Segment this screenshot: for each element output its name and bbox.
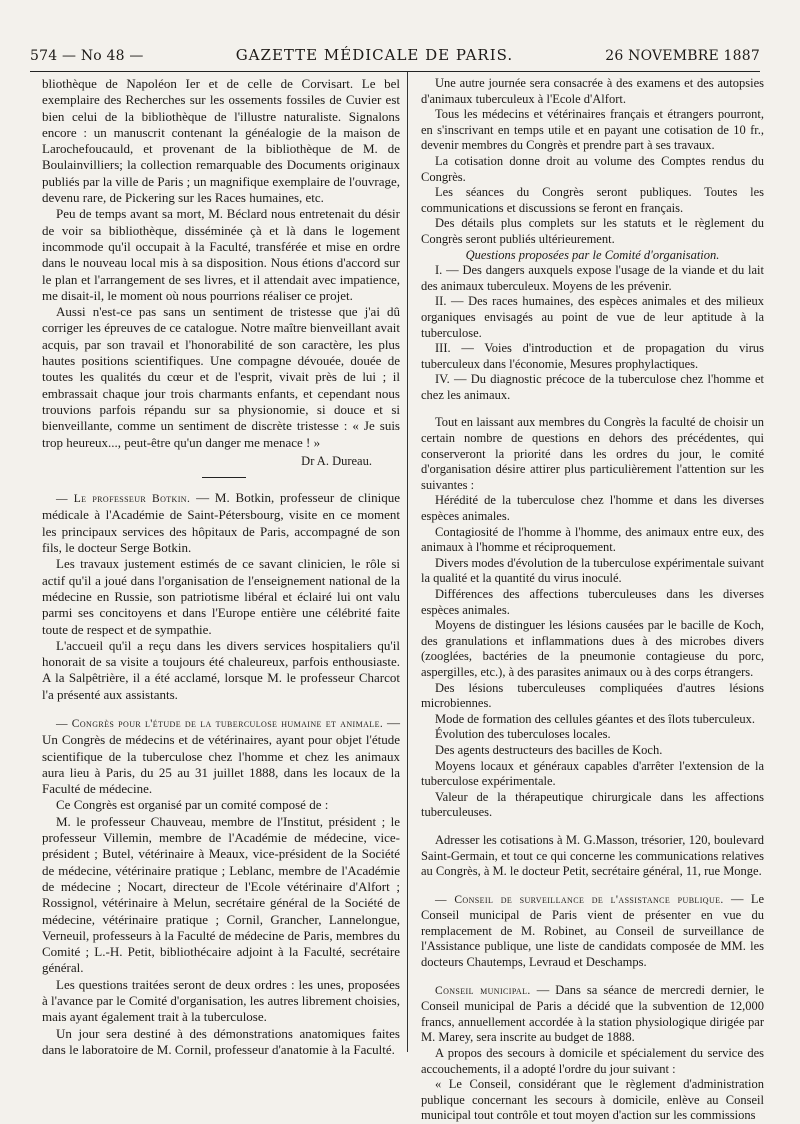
list-item: Contagiosité de l'homme à l'homme, des animaux entre eux, des animaux à l'homme et réciproquement. bbox=[421, 524, 764, 555]
list-item: Des agents destructeurs des bacilles de Koch. bbox=[435, 742, 663, 757]
paragraph: Les travaux justement estimés de ce savant clinicien, le rôle si actif qu'il a joué dans l'organisation de l'enseignement national de la médecine en Russie, son patriotisme libéral et éclairé lui ont valu parmi ses concitoyens et dans l'Europe entière une célébrité faite toute de respect et de sympathie. bbox=[42, 556, 400, 637]
journal-title: GAZETTE MÉDICALE DE PARIS. bbox=[235, 46, 514, 64]
paragraph: Les questions traitées seront de deux ordres : les unes, proposées à l'avance par le Comité d'organisation, les autres librement choisies, mais ayant également trait à la tuberculose. bbox=[42, 976, 400, 1025]
paragraph: — Un Congrès de médecins et de vétérinaires, ayant pour objet l'étude scientifique de la tuberculose chez l'homme et chez les animaux aura lieu à Paris, du 25 au 31 juillet 1888, dans les locaux de la Faculté de médecine. bbox=[42, 714, 401, 797]
paragraph: bliothèque de Napoléon Ier et de celle de Corvisart. Le bel exemplaire des Recherches sur les ossements fossiles de Cuvier est bien celui de la bibliothèque de l'illustre naturaliste. Signalons encore : un manuscrit contenant la généalogie de la maison de Larochefoucauld, et provenant de la bibliothèque de M. de Boulainvilliers; la collection remarquable des Documents originaux publiés par la ville de Paris ; un magnifique exemplaire de l'ouvrage, devenu rare, de Pickering sur les Races humaines, etc. bbox=[42, 76, 400, 206]
list-item: I. — Des dangers auxquels expose l'usage de la viande et du lait des animaux tuberculeux. Moyens de les prévenir. bbox=[421, 263, 764, 293]
list-item: Valeur de la thérapeutique chirurgicale dans les affections tuberculeuses. bbox=[421, 789, 764, 820]
paragraph: L'accueil qu'il a reçu dans les divers services hospitaliers qu'il honorait de sa visite a toujours été chaleureux, parfois enthousiaste. A la Salpêtrière, il a été acclamé, lorsque M. le professeur Charcot l'a présenté aux assistants. bbox=[42, 637, 400, 702]
paragraph: Adresser les cotisations à M. G.Masson, trésorier, 120, boulevard Saint-Germain, et tout ce qui concerne les communications relatives au Congrès, à M. le docteur Petit, secrétaire général, 11, rue Monge. bbox=[421, 832, 764, 879]
paragraph: Tout en laissant aux membres du Congrès la faculté de choisir un certain nombre de questions en dehors des précédentes, qui conserveront la priorité dans les ordres du jour, le comité d'organisation désire attirer plus particulièrement l'attention sur les suivantes : bbox=[421, 415, 764, 492]
list-item: Moyens locaux et généraux capables d'arrêter l'extension de la tuberculose expérimentale. bbox=[421, 758, 764, 789]
paragraph: A propos des secours à domicile et spécialement du service des accouchements, il a adopté l'ordre du jour suivant : bbox=[421, 1046, 764, 1076]
header-rule bbox=[30, 71, 760, 72]
section-rule bbox=[202, 477, 246, 478]
page-header bbox=[30, 46, 760, 68]
issue-date: 26 NOVEMBRE 1887 bbox=[605, 48, 760, 64]
signature: Dr A. Dureau. bbox=[301, 453, 372, 468]
section-heading-municipal: Conseil municipal. bbox=[435, 984, 531, 997]
paragraph: « Le Conseil, considérant que le règlement d'administration publique concernant les secours à domicile, enlève au Conseil municipal tout contrôle et tout moyen d'action sur les commissions bbox=[421, 1077, 764, 1123]
list-item: Des lésions tuberculeuses compliquées d'autres lésions microbiennes. bbox=[421, 680, 764, 711]
paragraph: Tous les médecins et vétérinaires français et étrangers pourront, en s'inscrivant en temps utile et en payant une cotisation de 10 fr., devenir membres du Congrès et prendre part à ses travaux. bbox=[421, 107, 764, 153]
list-item: III. — Voies d'introduction et de propagation du virus tuberculeux dans l'économie, Mesures prophylactiques. bbox=[421, 341, 764, 371]
paragraph: Une autre journée sera consacrée à des examens et des autopsies d'animaux tuberculeux à l'Ecole d'Alfort. bbox=[421, 76, 764, 106]
paragraph: — Dans sa séance de mercredi dernier, le Conseil municipal de Paris a décidé que la subvention de 12,000 francs, annuellement accordée à la station physiologique dirigée par M. Marey, sera inscrite au budget de 1888. bbox=[421, 982, 764, 1045]
column-separator bbox=[407, 72, 408, 1052]
paragraph: La cotisation donne droit au volume des Comptes rendus du Congrès. bbox=[421, 153, 764, 184]
paragraph: Aussi n'est-ce pas sans un sentiment de tristesse que j'ai dû corriger les épreuves de ce catalogue. Notre maître bienveillant avait acquis, par son travail et l'honorabilité de son caractère, les plus hautes positions scientifiques. Une compagne dévouée, douée de toutes les qualités du cœur et de l'esprit, vivait près de lui ; il embrassait chaque jour trois charmants enfants, et cependant nous trouvions parfois répandu sur sa physionomie, si douce et si bienveillante, comme un sentiment de discrète tristesse : « Je suis trop heureux..., peut-être qu'un danger me menace ! » bbox=[42, 304, 400, 450]
list-item: Différences des affections tuberculeuses dans les diverses espèces animales. bbox=[421, 587, 764, 617]
list-item: Évolution des tuberculoses locales. bbox=[435, 727, 611, 742]
paragraph: — M. Botkin, professeur de clinique médicale à l'Académie de Saint-Pétersbourg, visite en ce moment les principaux services des hôpitaux de Paris, accompagné de son fils, le docteur Serge Botkin. bbox=[42, 490, 401, 556]
list-item: IV. — Du diagnostic précoce de la tuberculose chez l'homme et chez les animaux. bbox=[421, 372, 764, 402]
subjects-list bbox=[421, 493, 764, 820]
list-item: Mode de formation des cellules géantes et des îlots tuberculeux. bbox=[435, 711, 756, 726]
section-heading-conseil: — Conseil de surveillance de l'assistance publique. bbox=[435, 893, 724, 906]
section-heading-congres: — Congrès pour l'étude de la tuberculose humaine et animale. bbox=[56, 717, 384, 730]
paragraph: Ce Congrès est organisé par un comité composé de : bbox=[56, 797, 329, 813]
section-heading-botkin: — Le professeur Botkin. bbox=[56, 493, 191, 506]
right-column bbox=[421, 76, 764, 1124]
paragraph: Des détails plus complets sur les statuts et le règlement du Congrès seront publiés ultérieurement. bbox=[421, 216, 764, 246]
questions-heading: Questions proposées par le Comité d'organisation. bbox=[465, 247, 720, 262]
list-item: Divers modes d'évolution de la tuberculose expérimentale suivant la qualité et la quantité du virus inoculé. bbox=[421, 555, 764, 586]
list-item: Hérédité de la tuberculose chez l'homme et dans les diverses espèces animales. bbox=[421, 493, 764, 524]
list-item: II. — Des races humaines, des espèces animales et des milieux organiques envisagés au point de vue de leur aptitude à la tuberculose. bbox=[421, 294, 764, 340]
list-item: Moyens de distinguer les lésions causées par le bacille de Koch, des granulations et inflammations dues à des microbes divers (zooglées, bactéries de la pneumonie contagieuse du porc, aspergilles, etc.), à des parasites animaux ou à des corps étrangers. bbox=[421, 618, 764, 679]
paragraph: Un jour sera destiné à des démonstrations anatomiques faites dans le laboratoire de M. Cornil, professeur d'anatomie à la Faculté. bbox=[42, 1025, 400, 1057]
paragraph: — Le Conseil municipal de Paris vient de présenter en vue du remplacement de M. Robinet, au Conseil de surveillance de l'Assistance publique, une liste de candidats composée de MM. les docteurs Chautemps, Levraud et Deschamps. bbox=[421, 891, 765, 970]
questions-list bbox=[421, 263, 764, 403]
paragraph: Peu de temps avant sa mort, M. Béclard nous entretenait du désir de voir sa bibliothèque, disséminée çà et là dans le logement incommode qu'il occupait à la Faculté, transférée et mise en ordre dans le nouveau local mis à sa disposition. Nous étions d'accord sur le plan et l'arrangement de ses livres, et il attendait avec impatience, me disait-il, le moment où nous pourrions réaliser ce projet. bbox=[42, 206, 400, 303]
paragraph: M. le professeur Chauveau, membre de l'Institut, président ; le professeur Villemin, membre de l'Académie de médecine, vice-président ; Butel, vétérinaire à Meaux, vice-président de la Société de médecine, vétérinaire pratique ; Leblanc, membre de l'Académie de médecine ; Nocart, directeur de l'Ecole vétérinaire d'Alfort ; Rossignol, vétérinaire à Melun, secrétaire général de la Société de médecine, vétérinaire pratique ; Cornil, Grancher, Lannelongue, Verneuil, professeurs à la Faculté de médecine de Paris, membres du Comité ; L.-H. Petit, bibliothécaire adjoint à la Faculté, secrétaire général. bbox=[42, 813, 400, 976]
left-column bbox=[42, 76, 400, 1058]
page-number: 574 — No 48 — bbox=[30, 48, 144, 64]
paragraph: Les séances du Congrès seront publiques. Toutes les communications et discussions se feront en français. bbox=[421, 185, 764, 215]
